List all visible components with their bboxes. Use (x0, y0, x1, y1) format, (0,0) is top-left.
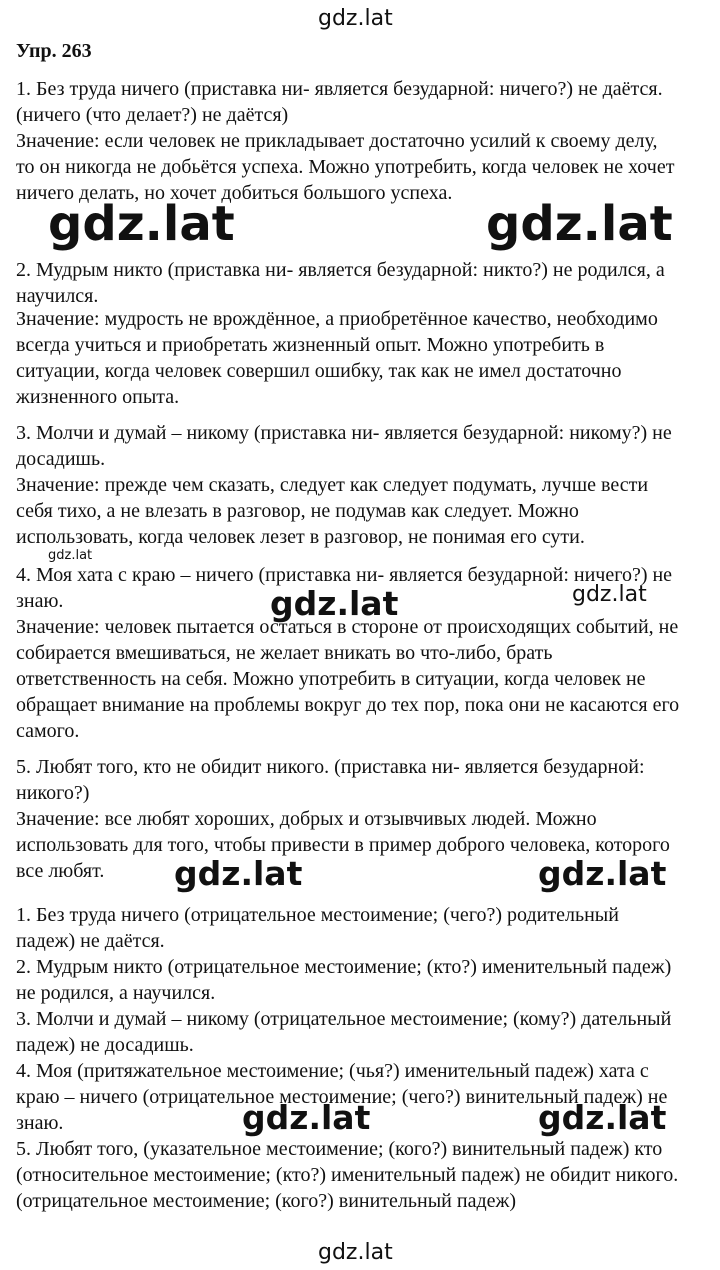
watermark-medium: gdz.lat (538, 1098, 667, 1137)
watermark-bottom: gdz.lat (318, 1240, 393, 1265)
watermark-medium: gdz.lat (538, 854, 667, 893)
text-line: научился. (16, 285, 99, 307)
text-line: (ничего (что делает?) не даётся) (16, 104, 289, 126)
text-line: 2. Мудрым никто (приставка ни- является безударной: никто?) не родился, а (16, 259, 665, 281)
text-line: краю – ничего (отрицательное местоимение; (чего?) винительный падеж) не (16, 1086, 668, 1108)
text-line: собирается вмешиваться, не желает вникать во что-либо, брать (16, 642, 553, 664)
watermark-large: gdz.lat (48, 196, 235, 252)
text-line: Значение: если человек не прикладывает достаточно усилий к своему делу, (16, 130, 658, 152)
text-line: 4. Моя (притяжательное местоимение; (чья?) именительный падеж) хата с (16, 1060, 649, 1082)
text-line: падеж) не даётся. (16, 930, 165, 952)
text-line: ситуации, когда человек совершил ошибку, так как не имел достаточно (16, 360, 622, 382)
text-line: Значение: человек пытается остаться в стороне от происходящих событий, не (16, 616, 679, 638)
text-line: Значение: мудрость не врождённое, а приобретённое качество, необходимо (16, 308, 658, 330)
text-line: 5. Любят того, (указательное местоимение; (кого?) винительный падеж) кто (16, 1138, 663, 1160)
text-line: все любят. (16, 860, 105, 882)
text-line: 3. Молчи и думай – никому (приставка ни- является безударной: никому?) не (16, 422, 672, 444)
text-line: 1. Без труда ничего (приставка ни- является безударной: ничего?) не даётся. (16, 78, 663, 100)
watermark-tiny: gdz.lat (48, 548, 93, 563)
text-line: не родился, а научился. (16, 982, 216, 1004)
text-line: 3. Молчи и думай – никому (отрицательное местоимение; (кому?) дательный (16, 1008, 672, 1030)
text-line: самого. (16, 720, 80, 742)
text-line: жизненного опыта. (16, 386, 180, 408)
text-line: знаю. (16, 590, 64, 612)
text-line: 5. Любят того, кто не обидит никого. (приставка ни- является безударной: (16, 756, 645, 778)
watermark-large: gdz.lat (486, 196, 673, 252)
text-line: Значение: прежде чем сказать, следует как следует подумать, лучше вести (16, 474, 649, 496)
exercise-title: Упр. 263 (16, 40, 92, 62)
text-line: досадишь. (16, 448, 106, 470)
watermark-medium: gdz.lat (174, 854, 303, 893)
text-line: никого?) (16, 782, 90, 804)
text-line: использовать для того, чтобы привести в пример доброго человека, которого (16, 834, 670, 856)
text-line: знаю. (16, 1112, 64, 1134)
text-line: использовать, когда человек лезет в разговор, не понимая его сути. (16, 526, 585, 548)
text-line: всегда учиться и приобретать жизненный опыт. Можно употребить в (16, 334, 605, 356)
text-line: 4. Моя хата с краю – ничего (приставка ни- является безударной: ничего?) не (16, 564, 673, 586)
text-line: обращает внимание на проблемы вокруг до тех пор, пока они не касаются его (16, 694, 680, 716)
text-line: (отрицательное местоимение; (кого?) винительный падеж) (16, 1190, 516, 1212)
text-line: себя тихо, а не влезать в разговор, не подумав как следует. Можно (16, 500, 579, 522)
text-line: ответственность на себя. Можно употребить в ситуации, когда человек не (16, 668, 646, 690)
text-line: (относительное местоимение; (кто?) именительный падеж) не обидит никого. (16, 1164, 679, 1186)
text-line: 1. Без труда ничего (отрицательное местоимение; (чего?) родительный (16, 904, 619, 926)
watermark-small: gdz.lat (572, 582, 647, 607)
watermark-medium: gdz.lat (270, 584, 399, 623)
text-line: 2. Мудрым никто (отрицательное местоимение; (кто?) именительный падеж) (16, 956, 672, 978)
text-line: Значение: все любят хороших, добрых и отзывчивых людей. Можно (16, 808, 597, 830)
watermark-medium: gdz.lat (242, 1098, 371, 1137)
text-line: падеж) не досадишь. (16, 1034, 194, 1056)
text-line: то он никогда не добьётся успеха. Можно употребить, когда человек не хочет (16, 156, 675, 178)
text-line: ничего делать, но хочет добиться большого успеха. (16, 182, 453, 204)
watermark-top: gdz.lat (318, 6, 393, 31)
